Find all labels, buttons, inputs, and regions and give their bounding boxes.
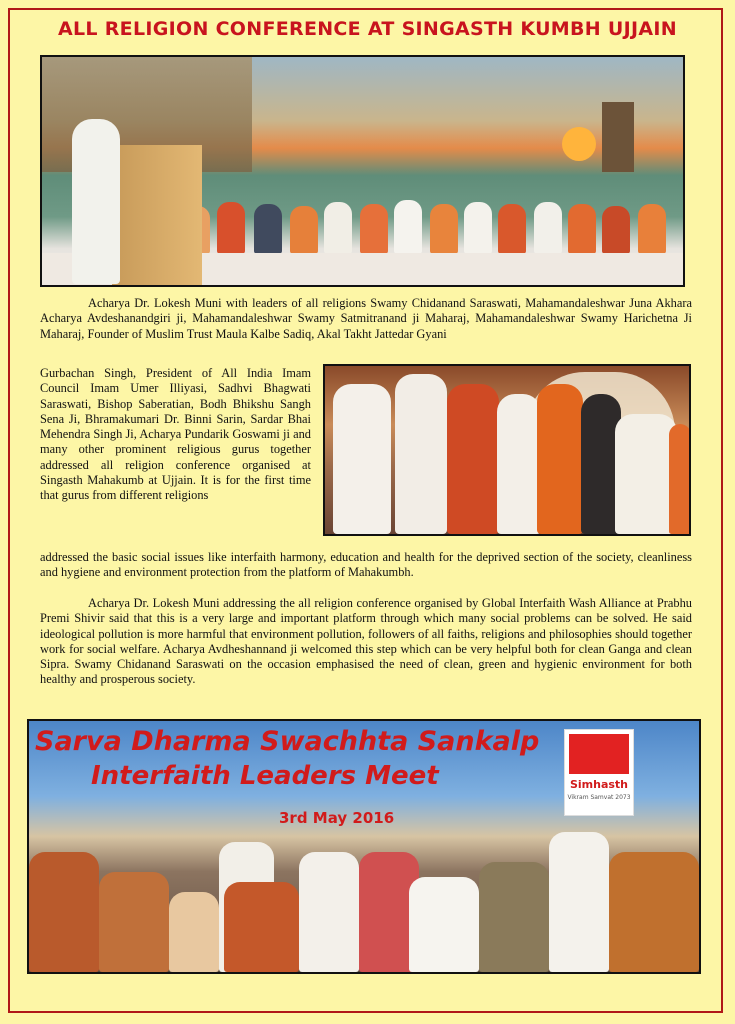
continuation-text: addressed the basic social issues like interfaith harmony, education and health for the deprived section of the society, cleanliness and hygiene and environment protection from the platform of Mahakumbh. <box>40 550 692 580</box>
logo-text: Simhasth <box>569 778 629 791</box>
group-photo <box>323 364 691 536</box>
painted-temple <box>602 102 634 172</box>
podium <box>112 145 202 285</box>
article-continuation <box>40 550 692 581</box>
banner-date: 3rd May 2016 <box>279 809 395 827</box>
banner-line-2: Interfaith Leaders Meet <box>91 761 439 791</box>
column-text: Gurbachan Singh, President of All India Imam Council Imam Umer Illiyasi, Sadhvi Bhagwati Saraswati, Bishop Saberatian, Bodh Bhikshu Sangh Sena Ji, Bhramakumari Dr. Binni Sarin, Sardar Bhai Mehendra Singh Ji, Acharya Pundarik Goswami ji and many other prominent religious gurus together addressed all religion conference organised at Singasth Mahakumb at Ujjain. It is for the first time that gurus from different religions <box>40 366 311 503</box>
article-paragraph-2 <box>40 596 692 688</box>
paragraph-2-text: Acharya Dr. Lokesh Muni addressing the all religion conference organised by Global Interfaith Wash Alliance at Prabhu Premi Shivir said that this is a very large and important platform through which many social problems can be solved. He said ideological pollution is more harmful that environment pollution, followers of all faiths, religions and philosophies should together work for social welfare. Acharya Avdheshannand ji welcomed this step which can be very helpful both for clean Ganga and clean Sipra. Swamy Chidanand Saraswati on the occasion emphasised the need of clean, green and hygienic environment for both healthy and prosperous society. <box>40 596 692 687</box>
banner-line-1: Sarva Dharma Swachhta Sankalp <box>35 726 540 757</box>
logo-subtext: Vikram Samvat 2073 <box>567 794 631 801</box>
stage-photo <box>40 55 685 287</box>
simhasth-logo <box>564 729 634 816</box>
interfaith-meet-photo <box>27 719 701 974</box>
painted-sun <box>562 127 596 161</box>
article-column <box>40 366 311 504</box>
seated-leaders <box>172 192 685 254</box>
page-title: ALL RELIGION CONFERENCE AT SINGASTH KUMBH UJJAIN <box>58 18 677 40</box>
speaker-figure <box>72 119 120 284</box>
article-intro <box>40 296 692 342</box>
logo-mark-icon <box>569 734 629 774</box>
intro-text: Acharya Dr. Lokesh Muni with leaders of all religions Swamy Chidanand Saraswati, Mahamandaleshwar Juna Akhara Acharya Avdeshanandgiri ji, Mahamandaleshwar Swamy Satmitranand ji Maharaj, Mahamandaleshwar Swamy Harichetna Ji Maharaj, Founder of Muslim Trust Maula Kalbe Sadiq, Akal Takht Jattedar Gyani <box>40 296 692 341</box>
